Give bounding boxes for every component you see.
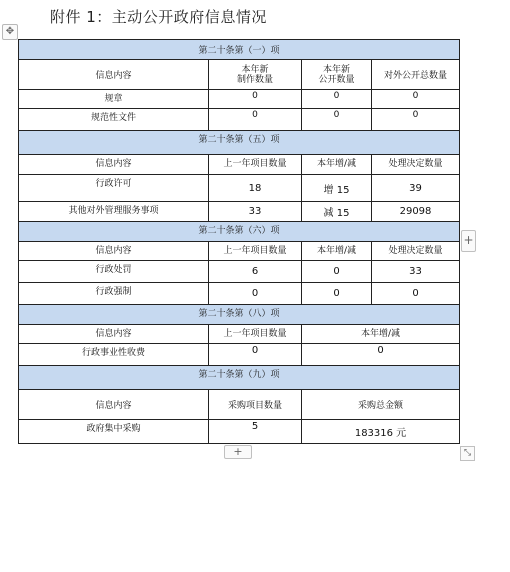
cell-value: 0: [209, 344, 302, 366]
column-header: 本年增/减: [302, 242, 372, 261]
section-header: 第二十条第（八）项: [19, 305, 460, 325]
cell-value: 33: [209, 202, 302, 222]
table-row: [19, 175, 460, 202]
add-row-button[interactable]: +: [224, 445, 252, 459]
cell-value: 0: [372, 90, 460, 109]
column-header: 本年增/减: [302, 155, 372, 175]
cell-value: 0: [302, 261, 372, 283]
row-label: 行政强制: [19, 283, 209, 305]
row-label: 行政处罚: [19, 261, 209, 283]
column-header: 采购项目数量: [209, 390, 302, 420]
cell-value: 5: [209, 420, 302, 444]
column-header: 上一年项目数量: [209, 155, 302, 175]
column-header-text: 本年新 制作数量: [236, 64, 273, 85]
column-header: 处理决定数量: [372, 155, 460, 175]
page-title: 附件 1：主动公开政府信息情况: [50, 8, 267, 26]
table-row: [19, 420, 460, 444]
table-row: [19, 283, 460, 305]
row-label: 其他对外管理服务事项: [19, 202, 209, 222]
table-row: [19, 261, 460, 283]
column-header: 上一年项目数量: [209, 242, 302, 261]
column-header: [302, 60, 372, 90]
column-header: [209, 60, 302, 90]
column-header-row: [19, 390, 460, 420]
section-header-row: [19, 131, 460, 155]
cell-value: 29098: [372, 202, 460, 222]
section-header: 第二十条第（九）项: [19, 366, 460, 390]
table-row: [19, 109, 460, 131]
info-table: [18, 39, 460, 444]
cell-value: 0: [209, 109, 302, 131]
column-header: 本年增/减: [302, 325, 460, 344]
column-header: 处理决定数量: [372, 242, 460, 261]
cell-value: 0: [302, 109, 372, 131]
cell-value: 18: [209, 175, 302, 202]
cell-value: 0: [302, 283, 372, 305]
column-header: 对外公开总数量: [372, 60, 460, 90]
cell-value: 183316 元: [302, 420, 460, 444]
section-header: 第二十条第（六）项: [19, 222, 460, 242]
column-header-text: 本年新 公开数量: [318, 64, 355, 85]
column-header-row: [19, 60, 460, 90]
resize-handle-icon[interactable]: ⤡: [460, 446, 475, 461]
column-header: 信息内容: [19, 60, 209, 90]
section-header-row: [19, 222, 460, 242]
cell-value: 0: [372, 109, 460, 131]
row-label: 行政事业性收费: [19, 344, 209, 366]
table-row: [19, 90, 460, 109]
row-label: 行政许可: [19, 175, 209, 202]
cell-value: 0: [302, 90, 372, 109]
section-header-row: [19, 366, 460, 390]
section-header: 第二十条第（一）项: [19, 40, 460, 60]
cell-value: 6: [209, 261, 302, 283]
column-header: 信息内容: [19, 325, 209, 344]
column-header: 信息内容: [19, 390, 209, 420]
cell-value: 33: [372, 261, 460, 283]
add-column-button[interactable]: +: [461, 230, 476, 252]
cell-value: 39: [372, 175, 460, 202]
column-header: 采购总金额: [302, 390, 460, 420]
cell-value: 0: [302, 344, 460, 366]
cell-value: 减 15: [302, 202, 372, 222]
column-header: 信息内容: [19, 155, 209, 175]
cell-value: 0: [209, 90, 302, 109]
column-header-row: [19, 155, 460, 175]
row-label: 规范性文件: [19, 109, 209, 131]
cell-value: 增 15: [302, 175, 372, 202]
column-header-row: [19, 325, 460, 344]
table-row: [19, 344, 460, 366]
column-header-row: [19, 242, 460, 261]
row-label: 规章: [19, 90, 209, 109]
row-label: 政府集中采购: [19, 420, 209, 444]
column-header: 信息内容: [19, 242, 209, 261]
section-header-row: [19, 40, 460, 60]
table-row: [19, 202, 460, 222]
cell-value: 0: [372, 283, 460, 305]
cell-value: 0: [209, 283, 302, 305]
section-header: 第二十条第（五）项: [19, 131, 460, 155]
column-header: 上一年项目数量: [209, 325, 302, 344]
table-move-handle-icon[interactable]: ✥: [2, 24, 18, 40]
section-header-row: [19, 305, 460, 325]
